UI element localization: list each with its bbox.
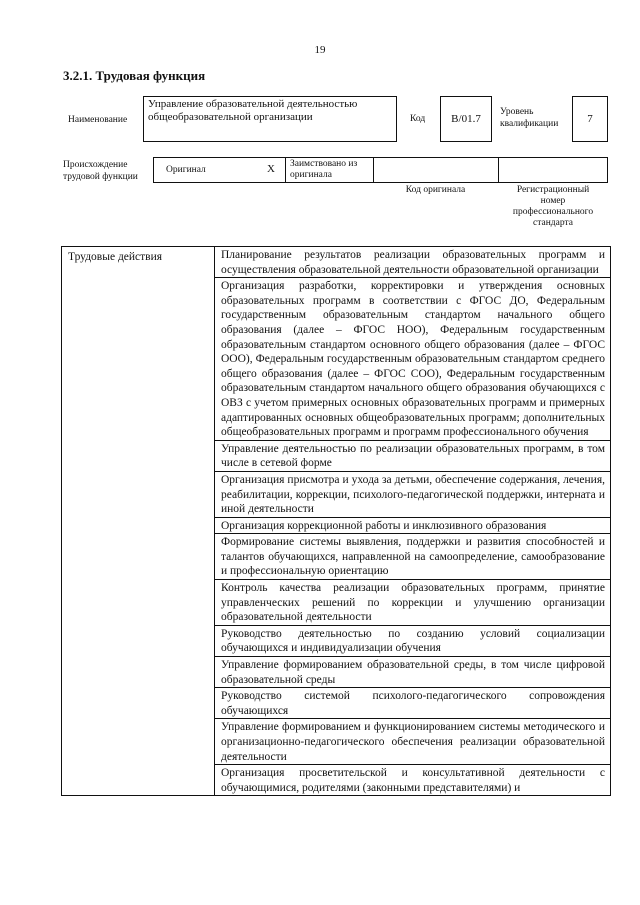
- borrowed-label-2: оригинала: [290, 170, 332, 180]
- origin-label-1: Происхождение: [63, 160, 128, 170]
- original-cell: [154, 158, 286, 182]
- labor-action-item: Управление формированием образовательной среды, в том числе цифровой образовательной среды: [215, 657, 610, 688]
- labor-action-item: Планирование результатов реализации образовательных программ и осуществления образовательной деятельности образовательной организации: [215, 247, 610, 278]
- code-value: B/01.7: [451, 113, 481, 125]
- labor-action-item: Организация просветительской и консультативной деятельности с обучающимися, родителями (законными представителями) и: [221, 767, 605, 794]
- origin-row: [153, 157, 608, 183]
- code-box: [440, 96, 492, 142]
- labor-action-item: Организация присмотра и ухода за детьми, обеспечение содержания, лечения, реабилитации, коррекции, психолого-педагогической поддержки, интерната и иной деятельности: [215, 472, 610, 518]
- labor-action-item: Контроль качества реализации образовательных программ, принятие управленческих решений по коррекции и улучшению организации образовательной деятельности: [215, 580, 610, 626]
- reg-caption-4: стандарта: [533, 218, 573, 228]
- labor-action-item: Организация разработки, корректировки и утверждения основных образовательных программ в соответствии с ФГОС ДО, Федеральным государственным образовательным стандартом начального общего образования (далее – ФГОС НОО), Федеральным государственным образовательным стандартом основного общего образования (далее – ФГОС ООО), Федеральным государственным образовательным стандартом среднего общего образования (далее – ФГОС СОО), Федеральным государственным образовательным стандартом начального общего образования обучающихся с ОВЗ с учетом примерных основных образовательных программ и примерных адаптированных основных общеобразовательных программ; дополнительных общеобразовательных программ и программ профессионального обучения: [215, 278, 610, 441]
- level-box: [572, 96, 608, 142]
- name-label: Наименование: [68, 115, 128, 125]
- labor-action-item: Формирование системы выявления, поддержки и развития способностей и талантов обучающихся, направленной на самоопределение, самообразование и профессиональную ориентацию: [215, 534, 610, 580]
- labor-action-item: Руководство системой психолого-педагогического сопровождения обучающихся: [215, 688, 610, 719]
- reg-caption-2: номер: [540, 196, 566, 206]
- labor-action-item: Управление формированием и функционированием системы методического и организационно-педагогического обеспечения реализации образовательной деятельности: [215, 719, 610, 765]
- original-code-cell: [374, 158, 499, 182]
- reg-caption-3: профессионального: [512, 207, 594, 217]
- section-title: 3.2.1. Трудовая функция: [63, 68, 206, 83]
- origin-label-2: трудовой функции: [63, 172, 138, 182]
- reg-caption-1: Регистрационный: [516, 185, 590, 195]
- labor-action-item: Руководство деятельностью по созданию условий социализации обучающихся и индивидуализации обучения: [215, 626, 610, 657]
- code-caption: Код оригинала: [405, 185, 466, 195]
- labor-action-item: Управление деятельностью по реализации образовательных программ, в том числе в сетевой форме: [215, 441, 610, 472]
- labor-actions-label: Трудовые действия: [62, 247, 215, 796]
- reg-number-cell: [499, 158, 607, 182]
- borrowed-cell: [286, 158, 374, 182]
- level-label-1: Уровень: [500, 107, 534, 117]
- level-label-2: квалификации: [500, 119, 559, 129]
- borrowed-label-1: Заимствовано из: [290, 159, 358, 169]
- page-number: 19: [314, 44, 326, 56]
- original-mark: X: [267, 163, 275, 175]
- name-value: Управление образовательной деятельностью общеобразовательной организации: [148, 98, 358, 123]
- name-box: [143, 96, 397, 142]
- code-label: Код: [410, 114, 426, 124]
- labor-actions-table: [61, 246, 611, 796]
- labor-actions-list: [215, 247, 611, 796]
- original-label: Оригинал: [166, 165, 206, 175]
- level-value: 7: [587, 113, 593, 125]
- reg-caption: [498, 185, 608, 229]
- labor-action-item: Организация коррекционной работы и инклюзивного образования: [215, 518, 610, 535]
